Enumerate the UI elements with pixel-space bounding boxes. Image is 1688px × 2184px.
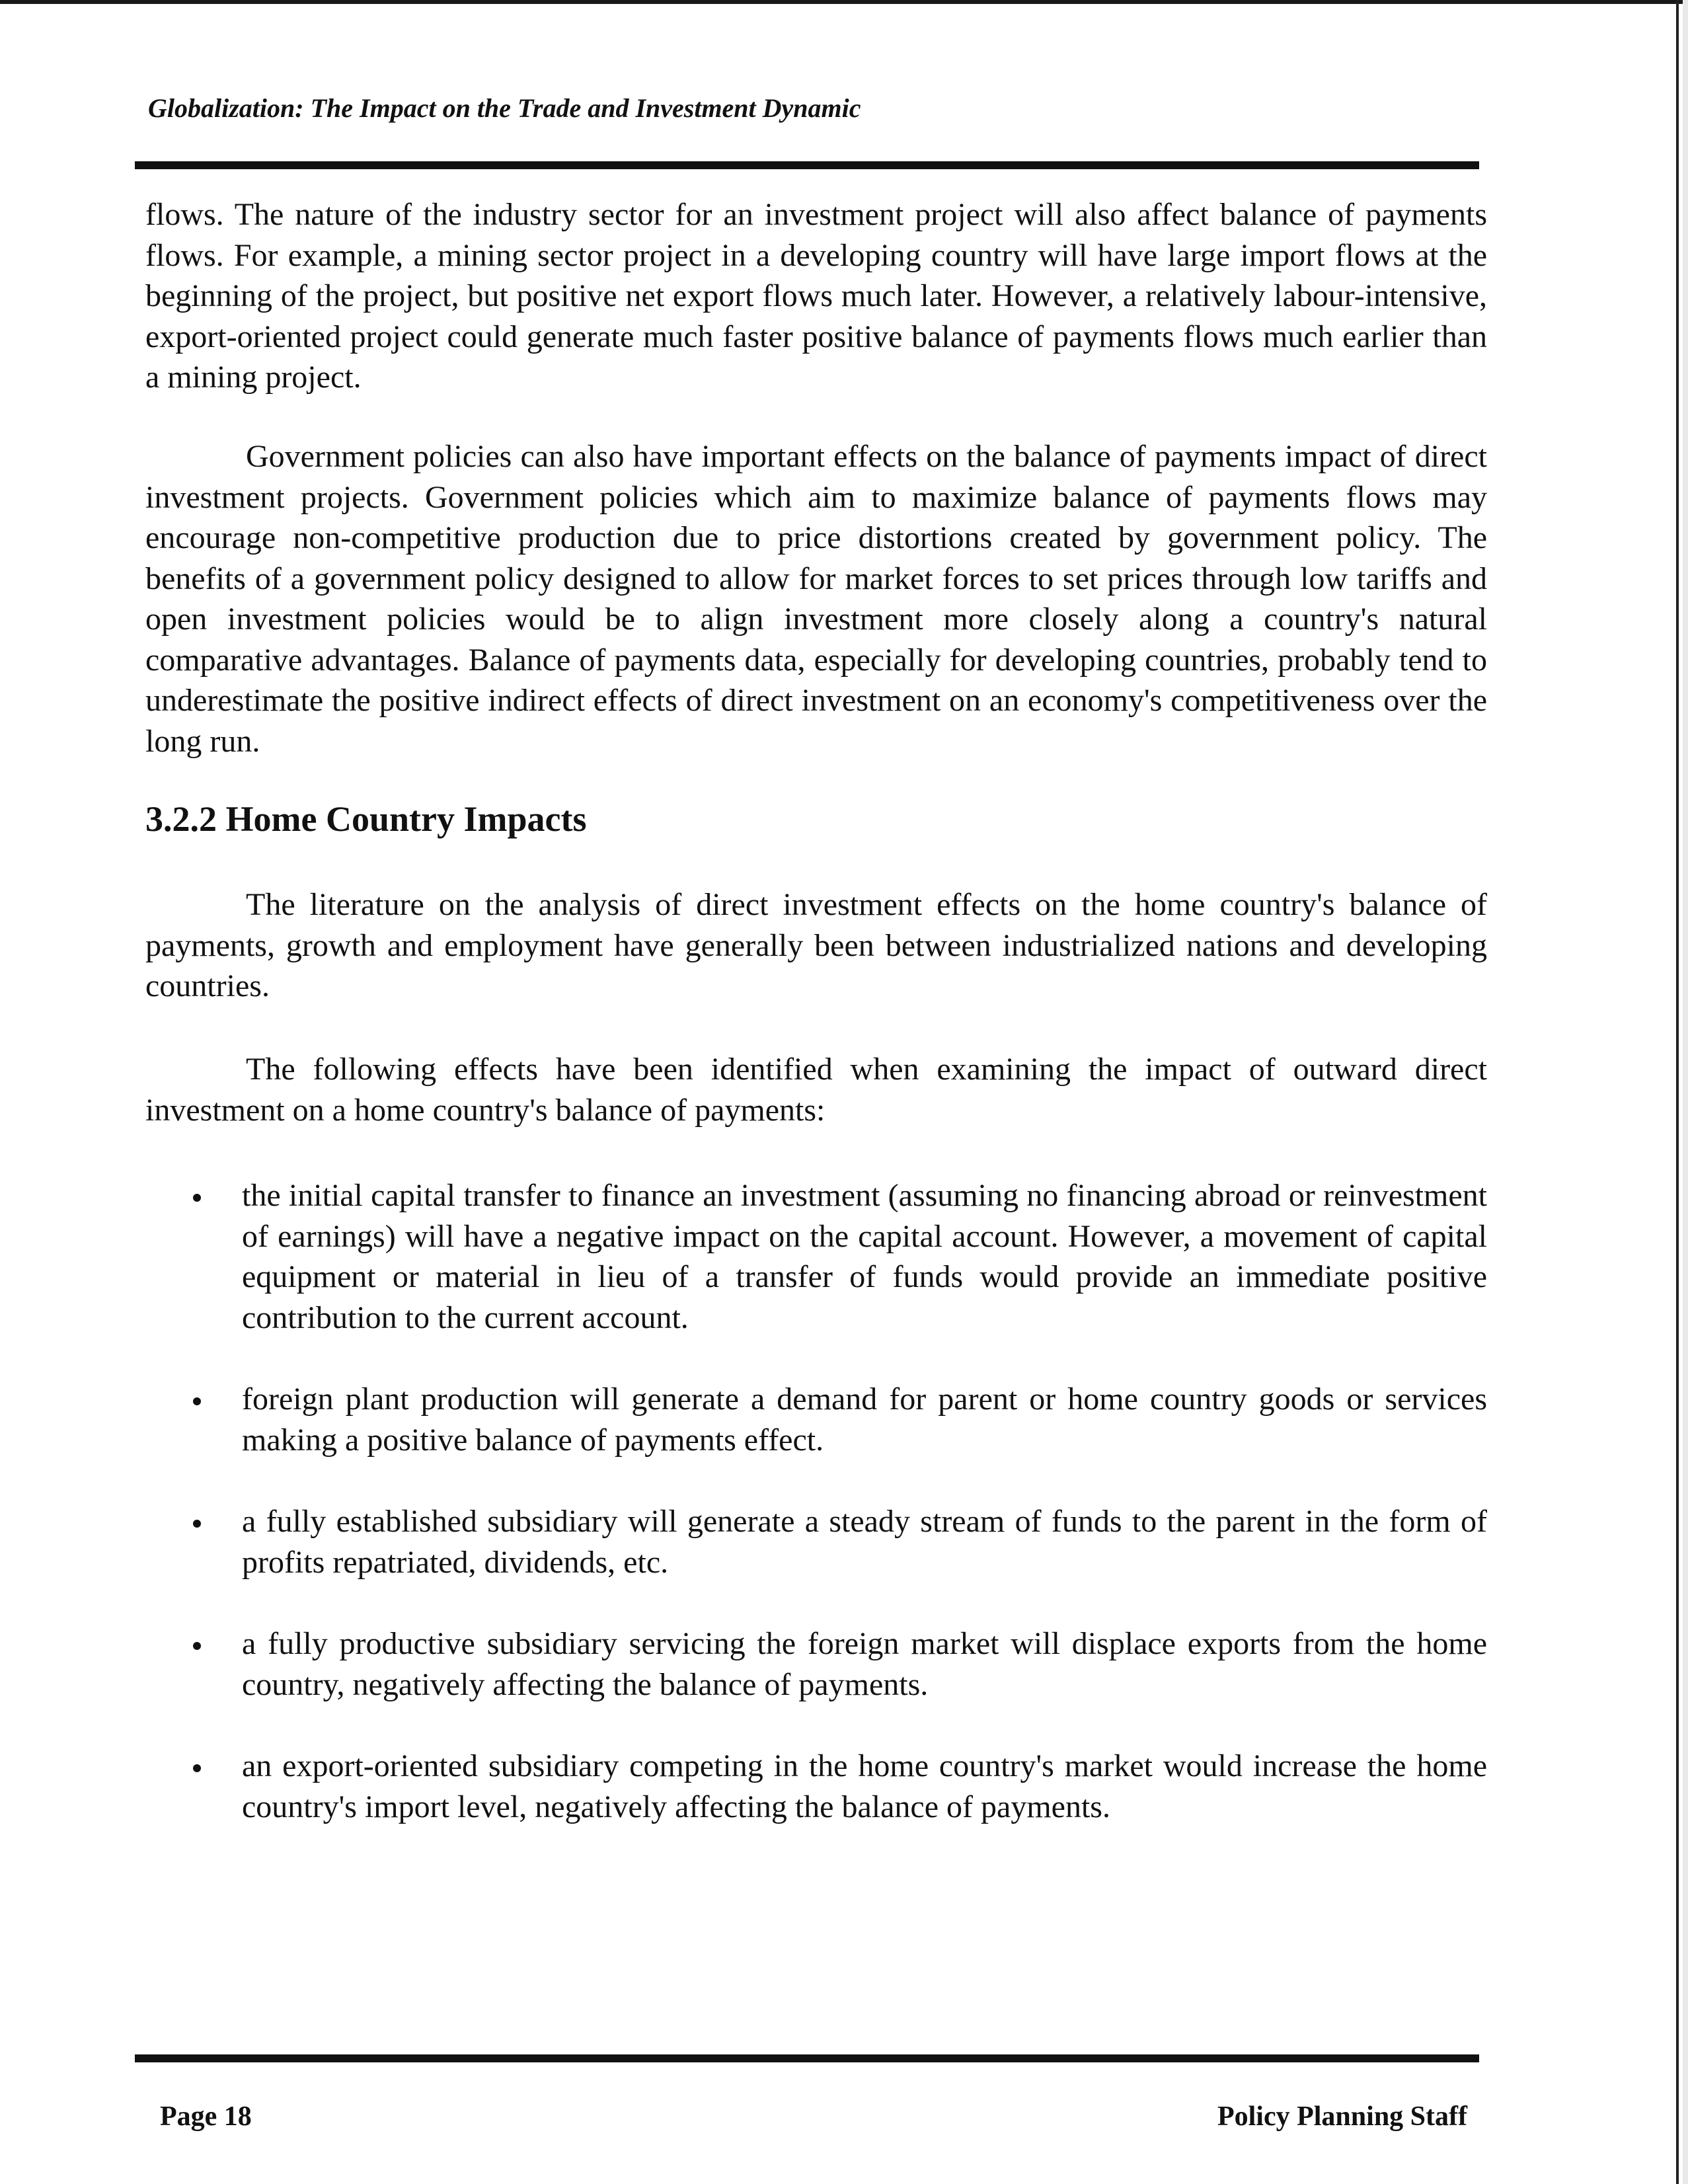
- section-heading: 3.2.2 Home Country Impacts: [145, 799, 587, 839]
- bullet-icon: [193, 1397, 201, 1405]
- bullet-item: [145, 1379, 1487, 1460]
- bullet-icon: [193, 1642, 201, 1650]
- footer-rule: [135, 2054, 1479, 2062]
- bullet-item: [145, 1175, 1487, 1338]
- body-paragraph-2: Government policies can also have important effects on the balance of payments impact of direct investment projects. Government policies which aim to maximize balance of payments flows may encourage non-competitive production due to price distortions created by government policy. The benefits of a government policy designed to allow for market forces to set prices through low tariffs and open investment policies would be to align investment more closely along a country's natural comparative advantages. Balance of payments data, especially for developing countries, probably tend to underestimate the positive indirect effects of direct investment on an economy's competitiveness over the long run.: [145, 439, 1487, 759]
- scan-right-edge-line: [1676, 0, 1679, 2184]
- bullet-item: [145, 1501, 1487, 1582]
- page-number: Page 18: [160, 2101, 252, 2132]
- bullet-text: the initial capital transfer to finance an investment (assuming no financing abroad or reinvestment of earnings) will have a negative impact on the capital account. However, a movement of capital equipment or material in lieu of a transfer of funds would provide an immediate positive contribution to the current account.: [242, 1178, 1487, 1335]
- bullet-text: a fully established subsidiary will generate a steady stream of funds to the parent in the form of profits repatriated, dividends, etc.: [242, 1504, 1487, 1580]
- bullet-icon: [193, 1194, 201, 1202]
- bullet-item: [145, 1746, 1487, 1827]
- body-paragraph-3: The literature on the analysis of direct investment effects on the home country's balance of payments, growth and employment have generally been between industrialized nations and developing countries.: [145, 887, 1487, 1003]
- bullet-text: a fully productive subsidiary servicing the foreign market will displace exports from the home country, negatively affecting the balance of payments.: [242, 1626, 1487, 1702]
- bullet-list: [145, 1175, 1487, 1868]
- bullet-text: an export-oriented subsidiary competing in the home country's market would increase the home country's import level, negatively affecting the balance of payments.: [242, 1748, 1487, 1824]
- scan-top-edge: [0, 0, 1688, 4]
- footer-organization: Policy Planning Staff: [1217, 2101, 1467, 2132]
- running-header: Globalization: The Impact on the Trade and Investment Dynamic: [148, 93, 861, 123]
- body-paragraph-1: flows. The nature of the industry sector for an investment project will also affect balance of payments flows. For example, a mining sector project in a developing country will have large import flows at the beginning of the project, but positive net export flows much later. However, a relatively labour-intensive, export-oriented project could generate much faster positive balance of payments flows much earlier than a mining project.: [145, 197, 1487, 395]
- bullet-icon: [193, 1764, 201, 1772]
- body-paragraph-4: The following effects have been identified when examining the impact of outward direct investment on a home country's balance of payments:: [145, 1052, 1487, 1128]
- header-rule: [135, 161, 1479, 169]
- scan-right-edge: [1683, 0, 1688, 2184]
- bullet-item: [145, 1623, 1487, 1705]
- bullet-icon: [193, 1520, 201, 1528]
- bullet-text: foreign plant production will generate a demand for parent or home country goods or services making a positive balance of payments effect.: [242, 1382, 1487, 1458]
